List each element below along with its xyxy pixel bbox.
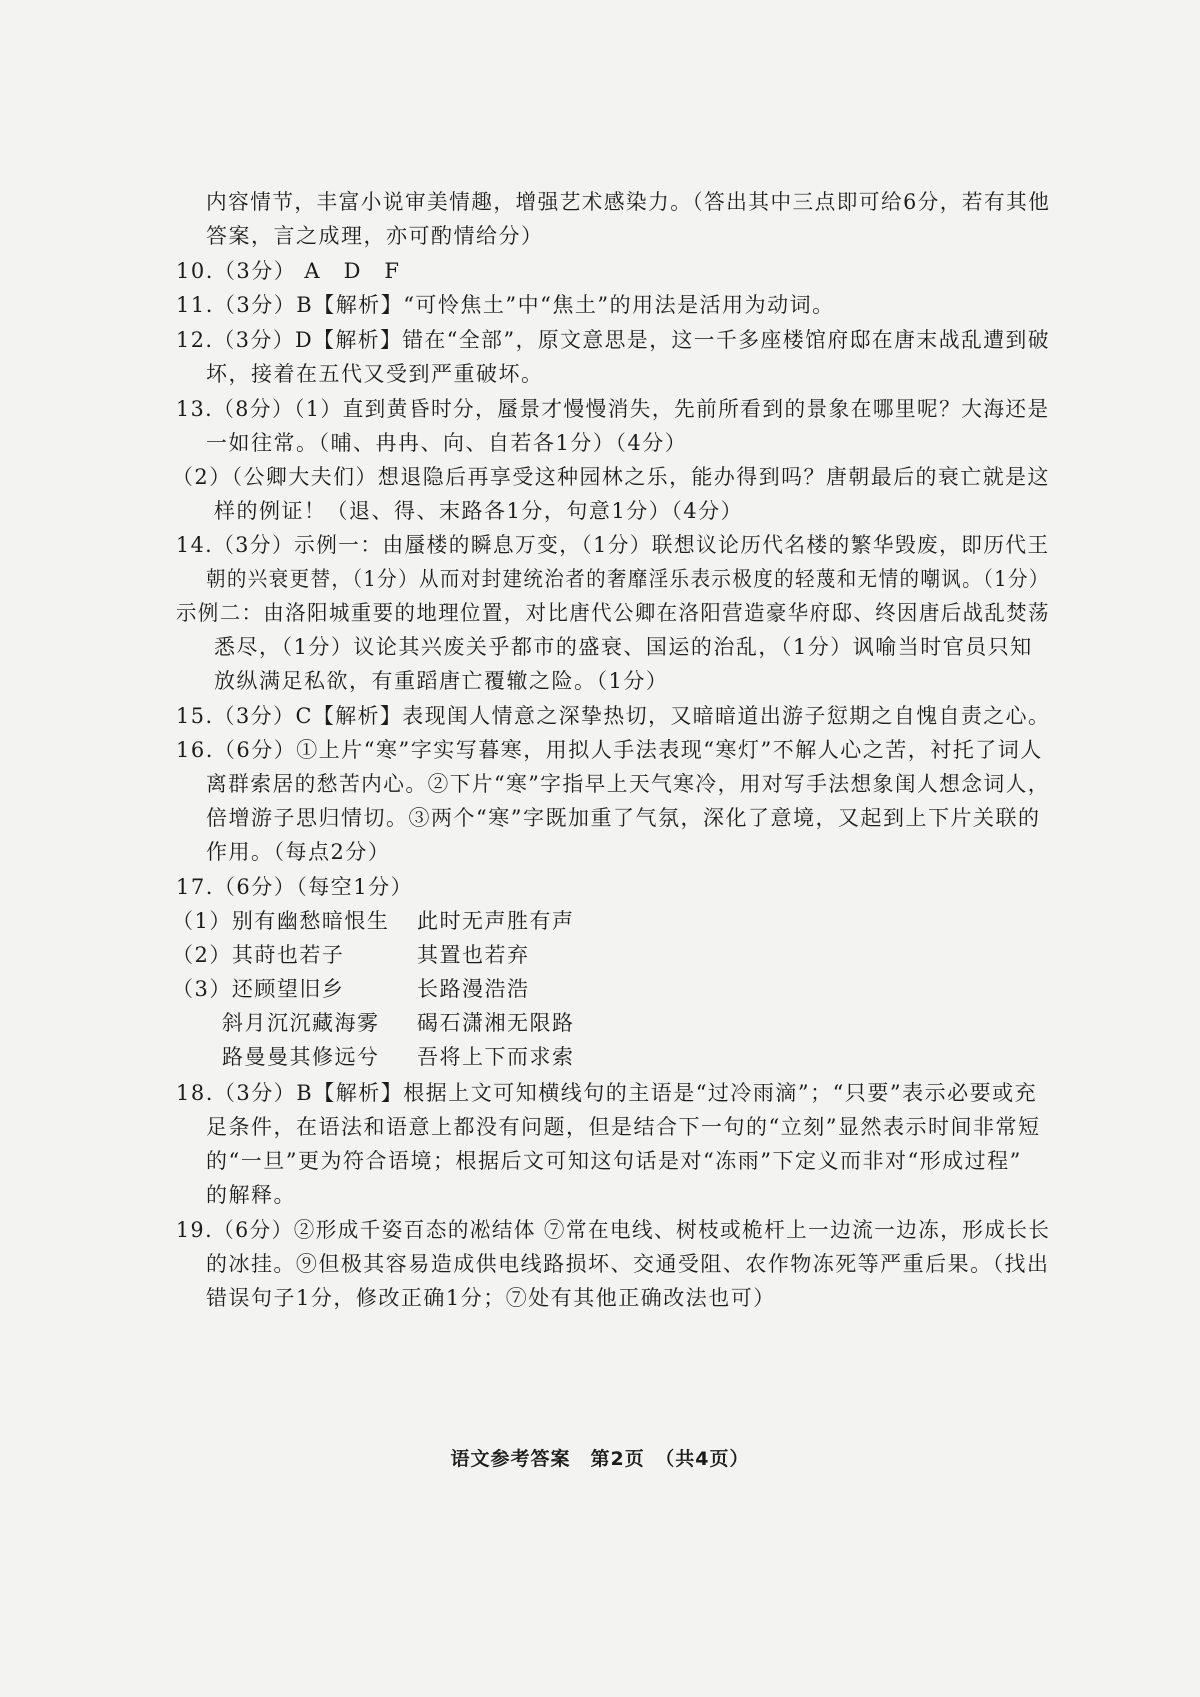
answer-19-cont1: 的冰挂。⑨但极其容易造成供电线路损坏、交通受阻、农作物冻死等严重后果。（找出 (206, 1252, 1050, 1276)
answer-17: 17.（6分）（每空1分） (176, 875, 414, 899)
answer-10: 10.（3分） A D F (176, 259, 401, 283)
answer-16-cont2: 倍增游子思归情切。③两个“寒”字既加重了气氛，深化了意境，又起到上下片关联的 (206, 806, 1041, 830)
answer-18-cont2: 的“一旦”更为符合语境；根据后文可知这句话是对“冻雨”下定义而非对“形成过程” (206, 1149, 1022, 1173)
answer-16-cont1: 离群索居的愁苦内心。②下片“寒”字指早上天气寒冷，用对写手法想象闺人想念词人， (206, 772, 1050, 796)
answer-13: 13.（8分）（1）直到黄昏时分，蜃景才慢慢消失，先前所看到的景象在哪里呢？大海还是 (176, 397, 1050, 421)
poem-4-right: 碣石潇湘无限路 (417, 1011, 575, 1035)
line-9-continued: 内容情节，丰富小说审美情趣，增强艺术感染力。（答出其中三点即可给6分，若有其他 (206, 190, 1051, 214)
answer-13-part2: （2）（公卿大夫们）想退隐后再享受这种园林之乐，能办得到吗？唐朝最后的衰亡就是这 (172, 465, 1050, 489)
poem-3-right: 长路漫浩浩 (417, 977, 530, 1001)
poem-2-right: 其置也若弃 (417, 943, 530, 967)
answer-14-example2-end: 放纵满足私欲，有重蹈唐亡覆辙之险。（1分） (214, 669, 669, 693)
poem-5-right: 吾将上下而求索 (417, 1045, 575, 1069)
answer-18-cont3: 的解释。 (206, 1183, 296, 1207)
poem-4-left: 斜月沉沉藏海雾 (222, 1011, 380, 1035)
answer-13-part2-cont: 样的例证！（退、得、末路各1分，句意1分）（4分） (214, 499, 744, 523)
answer-12: 12.（3分）D【解析】错在“全部”，原文意思是，这一千多座楼馆府邸在唐末战乱遭到破 (176, 328, 1051, 352)
answer-18: 18.（3分）B【解析】根据上文可知横线句的主语是“过冷雨滴”；“只要”表示必要或充 (176, 1081, 1038, 1105)
page-footer: 语文参考答案 第2页 （共4页） (450, 1448, 750, 1470)
answer-11: 11.（3分）B【解析】“可怜焦土”中“焦土”的用法是活用为动词。 (176, 293, 835, 317)
answer-16: 16.（6分）①上片“寒”字实写暮寒，用拟人手法表现“寒灯”不解人心之苦，衬托了词人 (176, 738, 1043, 762)
poem-5-left: 路曼曼其修远兮 (222, 1045, 380, 1069)
answer-14-example2: 示例二：由洛阳城重要的地理位置，对比唐代公卿在洛阳营造豪华府邸、终因唐后战乱焚荡 (176, 601, 1050, 625)
poem-3-left: （3）还顾望旧乡 (172, 977, 345, 1001)
poem-2-left: （2）其莳也若子 (172, 943, 345, 967)
answer-12-cont: 坏，接着在五代又受到严重破坏。 (206, 362, 544, 386)
answer-14-example2-cont: 悉尽，（1分）议论其兴废关乎都市的盛衰、国运的治乱，（1分）讽喻当时官员只知 (214, 635, 1033, 659)
poem-1-right: 此时无声胜有声 (417, 909, 575, 933)
line-9-end: 答案，言之成理，亦可酌情给分） (206, 224, 544, 248)
poem-1-left: （1）别有幽愁暗恨生 (172, 909, 390, 933)
answer-13-cont: 一如往常。（晡、冉冉、向、自若各1分）（4分） (206, 431, 688, 455)
answer-14-cont: 朝的兴衰更替，（1分）从而对封建统治者的奢靡淫乐表示极度的轻蔑和无情的嘲讽。（1分） (206, 567, 1050, 591)
answer-19: 19.（6分）②形成千姿百态的凇结体 ⑦常在电线、树枝或桅杆上一边流一边冻，形成长长 (176, 1218, 1051, 1242)
answer-19-cont2: 错误句子1分，修改正确1分；⑦处有其他正确改法也可） (206, 1286, 776, 1310)
answer-14: 14.（3分）示例一：由蜃楼的瞬息万变，（1分）联想议论历代名楼的繁华毁废，即历代王 (176, 533, 1050, 557)
answer-18-cont1: 足条件，在语法和语意上都没有问题，但是结合下一句的“立刻”显然表示时间非常短 (206, 1115, 1041, 1139)
answer-15: 15.（3分）C【解析】表现闺人情意之深挚热切，又暗暗道出游子愆期之自愧自责之心。 (176, 704, 1051, 728)
answer-16-cont3: 作用。（每点2分） (206, 840, 391, 864)
